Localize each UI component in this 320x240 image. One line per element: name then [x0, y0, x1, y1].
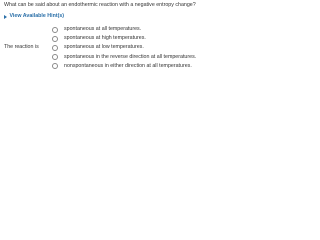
answer-option-label: nonspontaneous in either direction at all temperatures. [64, 62, 192, 69]
radio-button-unchecked[interactable] [52, 27, 58, 33]
view-hints-link[interactable] [4, 13, 64, 20]
answer-option[interactable] [50, 25, 198, 34]
question-prompt: What can be said about an endothermic reaction with a negative entropy change? [4, 2, 196, 8]
answer-stem: The reaction is [4, 44, 39, 50]
answer-option[interactable] [50, 34, 198, 43]
radio-button-unchecked[interactable] [52, 63, 58, 69]
answer-option-label: spontaneous at high temperatures. [64, 35, 146, 42]
answer-option[interactable] [50, 53, 198, 62]
radio-button-unchecked[interactable] [52, 36, 58, 42]
answer-option-label: spontaneous at low temperatures. [64, 44, 144, 51]
answer-option[interactable] [50, 43, 198, 52]
answer-options [50, 25, 198, 71]
answer-option[interactable] [50, 62, 198, 71]
view-hints-label: View Available Hint(s) [9, 13, 65, 19]
triangle-right-icon [4, 15, 7, 19]
answer-option-label: spontaneous in the reverse direction at all temperatures. [64, 53, 197, 60]
radio-button-unchecked[interactable] [52, 45, 58, 51]
radio-button-unchecked[interactable] [52, 54, 58, 60]
answer-option-label: spontaneous at all temperatures. [64, 26, 142, 33]
